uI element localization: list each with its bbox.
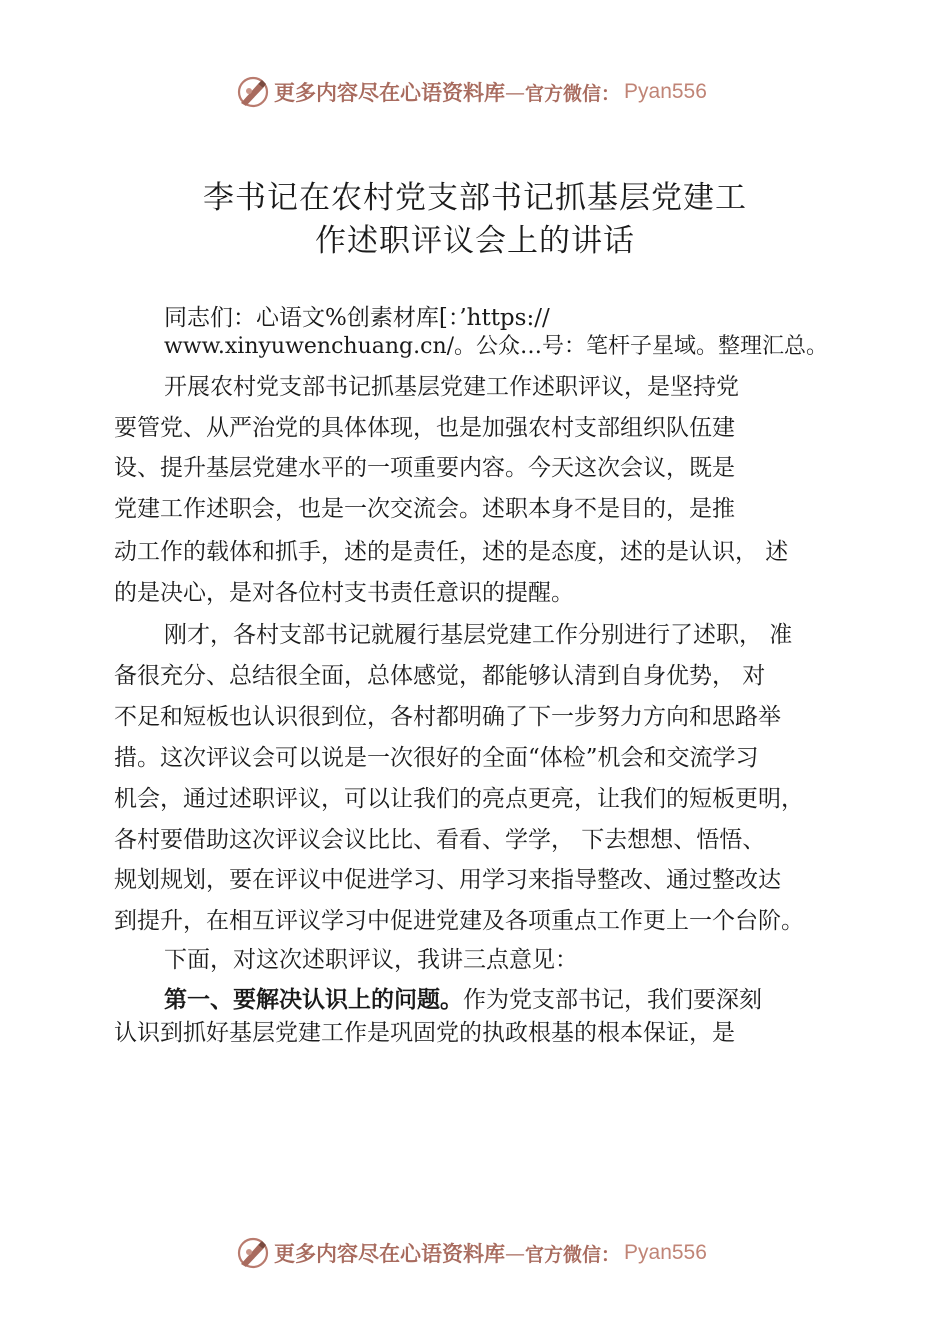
body-line: 备很充分、总结很全面，总体感觉，都能够认清到自身优势， 对	[114, 663, 766, 689]
watermark-banner-top	[236, 75, 707, 109]
pen-logo-icon	[236, 1236, 270, 1270]
watermark-dash: —	[505, 80, 525, 104]
watermark-text: 更多内容尽在心语资料库	[274, 80, 505, 105]
section-heading-line	[164, 985, 762, 1015]
body-line: 动工作的载体和抓手，述的是责任，述的是态度，述的是认识， 述	[114, 539, 789, 565]
body-line: 下面，对这次述职评议，我讲三点意见：	[164, 947, 578, 973]
body-line: 到提升，在相互评议学习中促进党建及各项重点工作更上一个台阶。	[114, 908, 804, 934]
watermark-text: 更多内容尽在心语资料库	[274, 1241, 505, 1266]
watermark-dash: —	[505, 1241, 525, 1265]
body-line: 认识到抓好基层党建工作是巩固党的执政根基的根本保证，是	[114, 1020, 735, 1046]
body-text: 作为党支部书记，我们要深刻	[463, 987, 762, 1013]
watermark-wechat-label: 官方微信：	[525, 82, 621, 105]
watermark-wechat-label: 官方微信：	[525, 1243, 621, 1266]
body-line: 要管党、从严治党的具体体现，也是加强农村支部组织队伍建	[114, 415, 735, 441]
body-line: 不足和短板也认识很到位，各村都明确了下一步努力方向和思路举	[114, 704, 781, 730]
body-line: 党建工作述职会，也是一次交流会。述职本身不是目的，是推	[114, 496, 735, 522]
body-line: 的是决心，是对各位村支书责任意识的提醒。	[114, 580, 574, 606]
document-title-line-2: 作述职评议会上的讲话	[315, 223, 635, 259]
body-line: 措。这次评议会可以说是一次很好的全面“体检”机会和交流学习	[114, 745, 759, 771]
body-line: 各村要借助这次评议会议比比、看看、学学， 下去想想、悟悟、	[114, 827, 766, 853]
body-line: 开展农村党支部书记抓基层党建工作述职评议，是坚持党	[164, 374, 739, 400]
body-line: 刚才，各村支部书记就履行基层党建工作分别进行了述职， 准	[164, 622, 793, 648]
body-line: 同志们：心语文%创素材库[：’https://	[164, 305, 550, 331]
pen-logo-icon	[236, 75, 270, 109]
document-title-line-1: 李书记在农村党支部书记抓基层党建工	[203, 180, 747, 216]
body-line: www.xinyuwenchuang.cn/。公众…号：笔杆子星域。整理汇总。	[164, 334, 829, 359]
watermark-banner-bottom	[236, 1236, 707, 1270]
watermark-wechat-id: Pyan556	[624, 80, 707, 103]
watermark-wechat-id: Pyan556	[624, 1241, 707, 1264]
section-heading: 第一、要解决认识上的问题。	[164, 987, 463, 1013]
body-line: 规划规划，要在评议中促进学习、用学习来指导整改、通过整改达	[114, 867, 781, 893]
body-line: 机会，通过述职评议，可以让我们的亮点更亮，让我们的短板更明，	[114, 786, 804, 812]
body-line: 设、提升基层党建水平的一项重要内容。今天这次会议，既是	[114, 455, 735, 481]
